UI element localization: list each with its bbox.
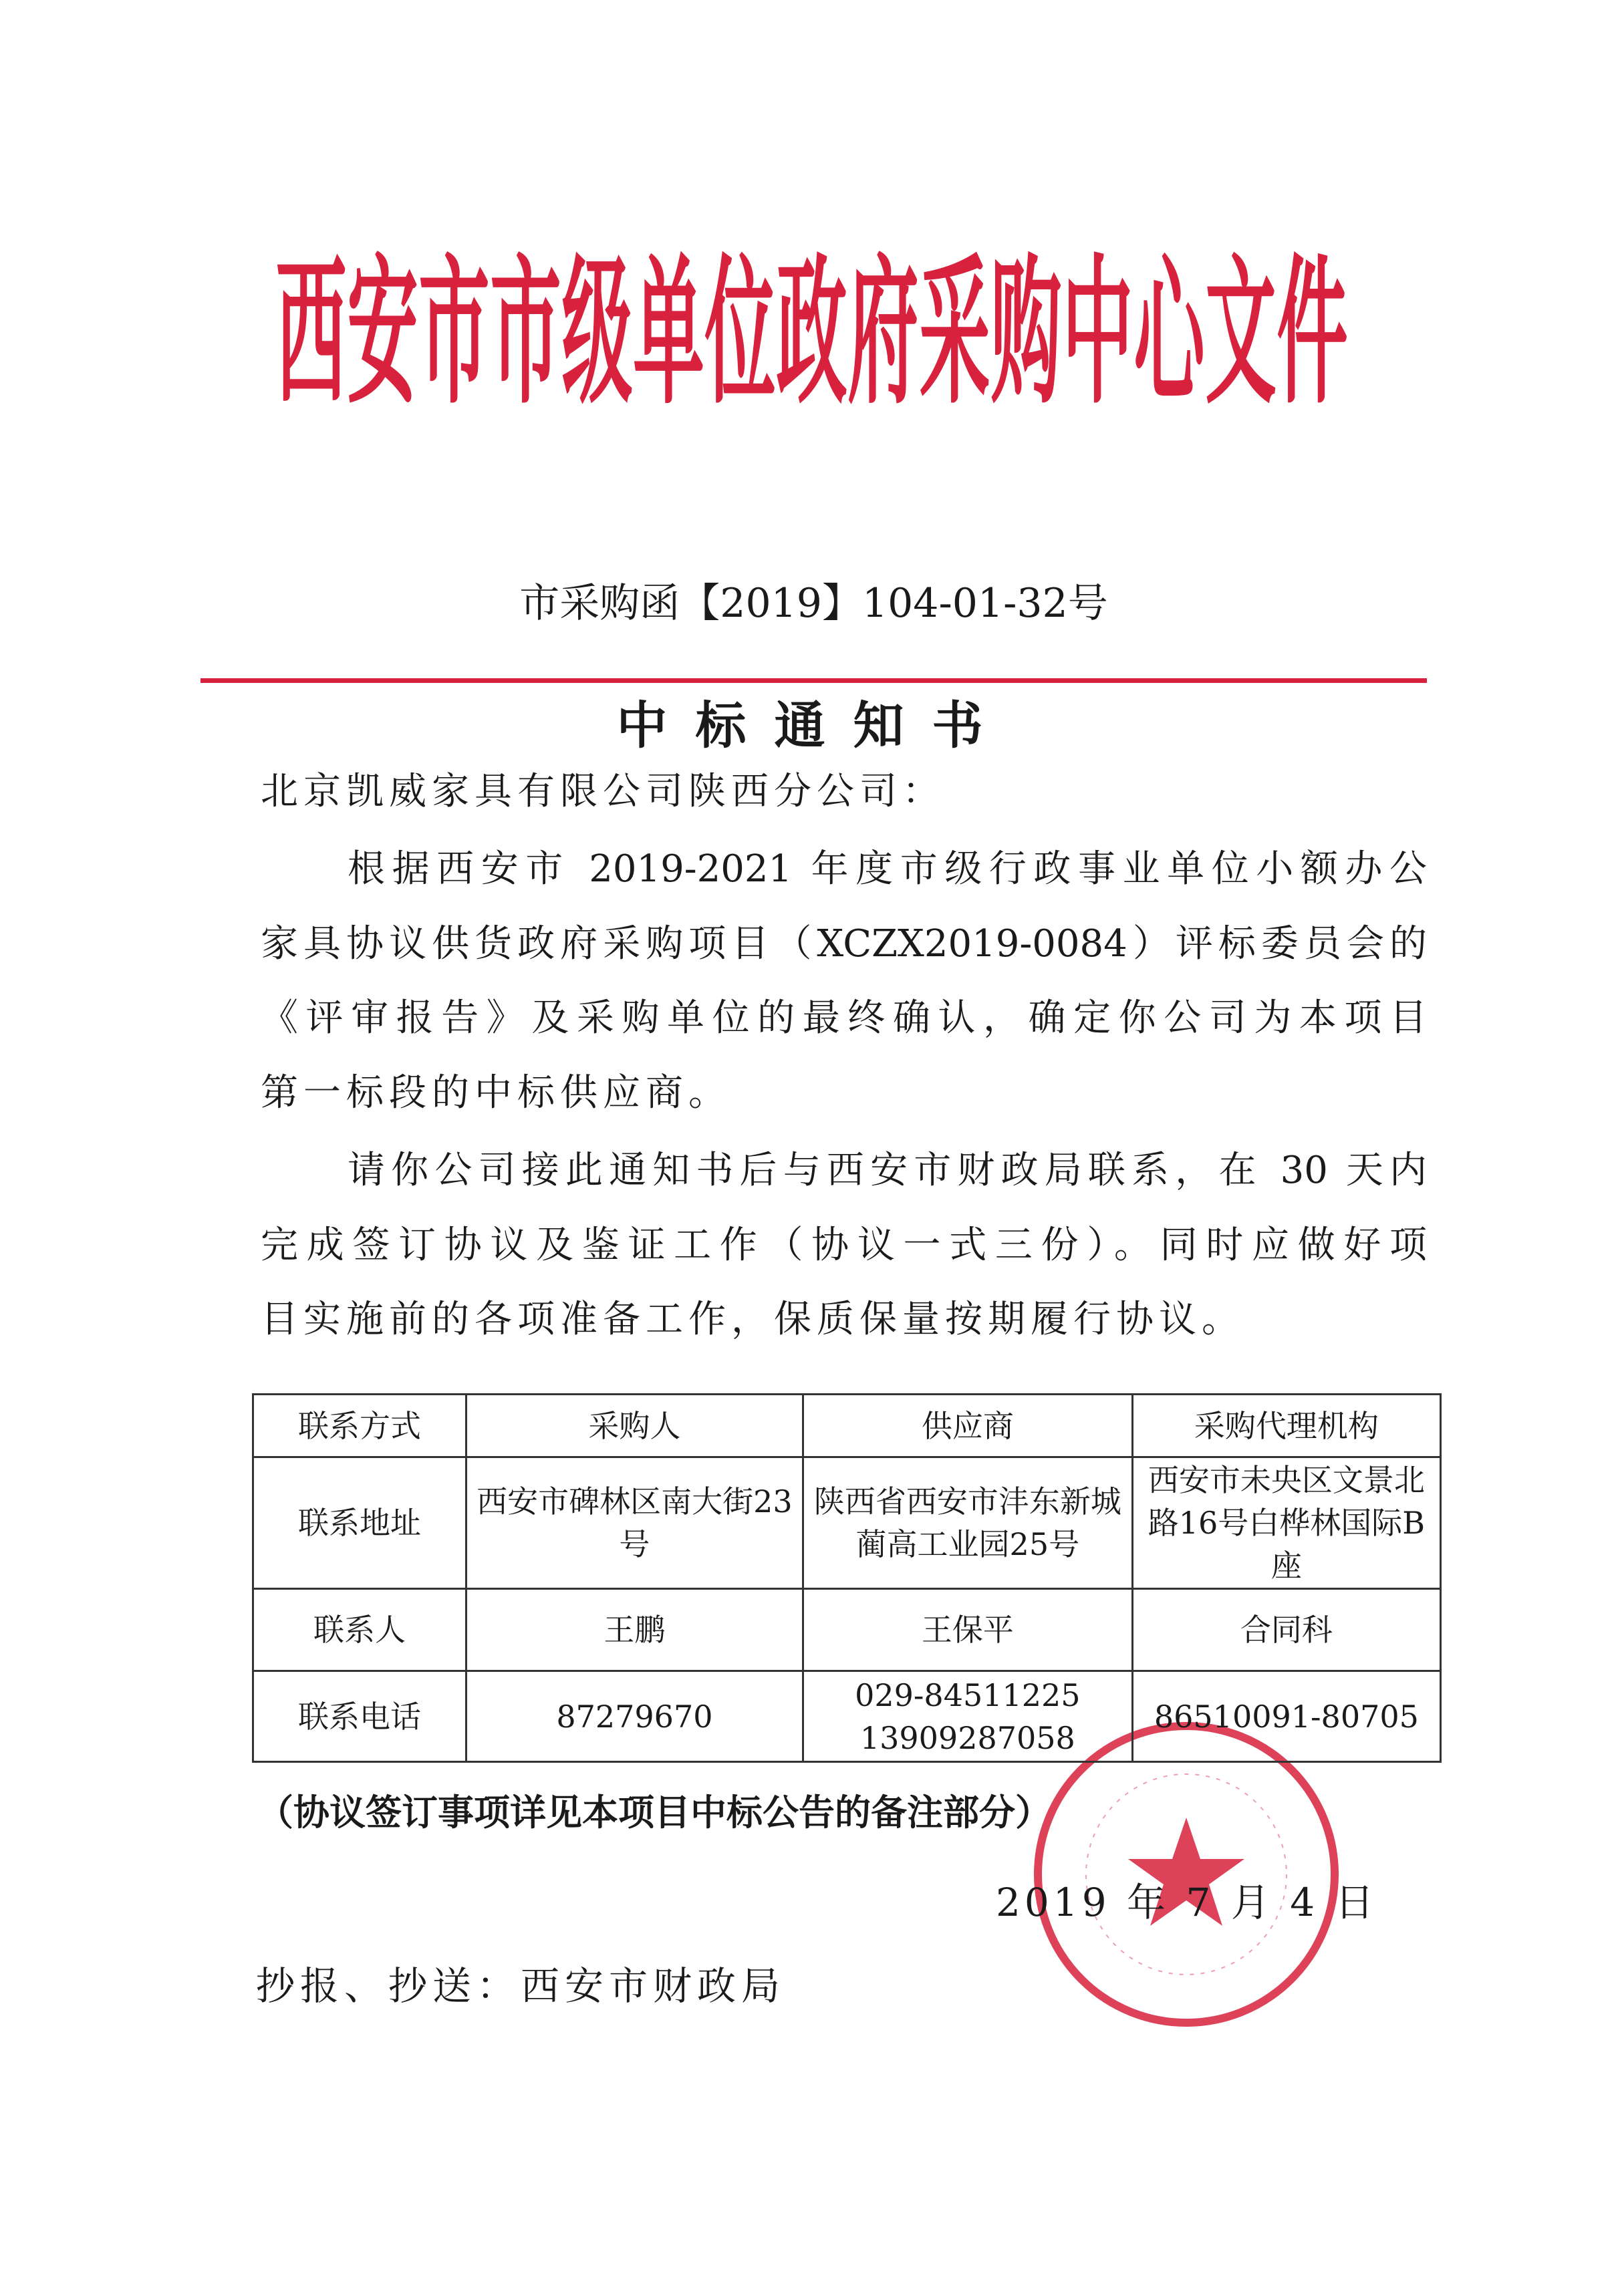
table-cell: 86510091-80705 [1132,1671,1440,1762]
cc-line: 抄报、抄送：西安市财政局 [256,1963,786,2009]
body-line: 家具协议供货政府采购项目（XCZX2019-0084）评标委员会的 [261,922,1427,966]
table-cell: 联系人 [253,1589,466,1671]
body-line: 完成签订协议及鉴证工作（协议一式三份）。同时应做好项 [261,1224,1427,1267]
table-header: 联系方式 [253,1395,466,1457]
table-cell: 联系地址 [253,1457,466,1589]
table-cell: 合同科 [1132,1589,1440,1671]
body-line: 请你公司接此通知书后与西安市财政局联系，在 30 天内 [348,1149,1427,1192]
agreement-note: （协议签订事项详见本项目中标公告的备注部分） [257,1791,1051,1834]
table-cell: 王鹏 [466,1589,803,1671]
issue-date: 2019 年 7 月 4 日 [996,1880,1378,1925]
table-cell: 联系电话 [253,1671,466,1762]
table-header: 采购人 [466,1395,803,1457]
table-cell: 029-84511225 13909287058 [803,1671,1132,1762]
body-line: 根据西安市 2019-2021 年度市级行政事业单位小额办公 [348,847,1427,891]
body-line: 目实施前的各项准备工作，保质保量按期履行协议。 [261,1298,1244,1341]
table-cell: 87279670 [466,1671,803,1762]
table-header: 采购代理机构 [1132,1395,1440,1457]
contact-table [252,1393,1442,1763]
document-header-title: 西安市市级单位政府采购中心文件 [275,240,1349,426]
addressee: 北京凯威家具有限公司陕西分公司： [261,770,945,813]
document-number: 市采购函【2019】104-01-32号 [519,580,1108,627]
body-line: 《评审报告》及采购单位的最终确认，确定你公司为本项目 [261,996,1427,1040]
notice-title: 中标通知书 [616,696,1011,755]
table-cell: 王保平 [803,1589,1132,1671]
red-divider [200,678,1427,683]
table-cell: 西安市未央区文景北路16号白桦林国际B座 [1132,1457,1440,1589]
table-header: 供应商 [803,1395,1132,1457]
table-cell: 西安市碑林区南大街23号 [466,1457,803,1589]
body-line: 第一标段的中标供应商。 [261,1071,731,1115]
table-cell: 陕西省西安市沣东新城蔺高工业园25号 [803,1457,1132,1589]
